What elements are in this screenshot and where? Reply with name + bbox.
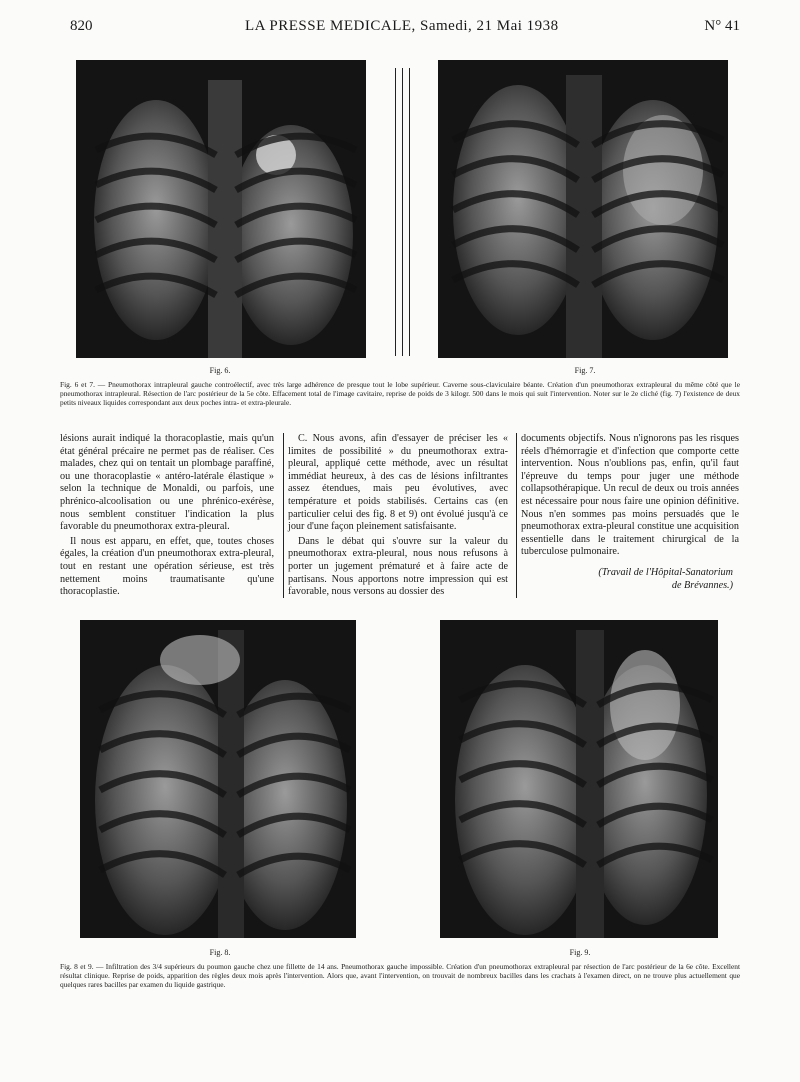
caption-figures-8-9: Fig. 8 et 9. — Infiltration des 3/4 supérieurs du poumon gauche chez une fillette de 14 ans. Pneumothorax gauche impossible. Création d'un pneumothorax extrapleural par résection de l'arc postérieur de la 6e côte. Excellent résultat clinique. Reprise de poids, apparition des règles deux mois après l'intervention. Alors que, avant l'intervention, on trouvait de nombreux bacilles dans les crachats à l'examen direct, on ne trouve plus actuellement que quelques rares bacilles par examen du liquide gastrique.: [60, 962, 740, 989]
text-column-1: [60, 433, 274, 601]
column-rule: [283, 433, 284, 598]
column-rule: [395, 68, 396, 356]
figure-7-label: Fig. 7.: [574, 366, 596, 375]
column-rule: [516, 433, 517, 598]
issue-number: N° 41: [704, 18, 740, 34]
paragraph: lésions aurait indiqué la thoracoplastie, mais qu'un état général précaire ne permet pas de réaliser. Ces malades, chez qui on tentait un plombage paraffiné, ou une thoracoplastie « antéro-latérale élastique » selon la technique de Monaldi, ou parfois, une phrénico-alcoolisation ou une phrénico-exérèse, nous semblent constituer l'indication la plus favorable du pneumothorax extra-pleural.: [60, 433, 274, 533]
signature: [521, 567, 739, 592]
caption-figures-6-7: Fig. 6 et 7. — Pneumothorax intrapleural gauche controélectif, avec très large adhérence de presque tout le lobe supérieur. Caverne sous-claviculaire béante. Création d'un pneumothorax extrapleural du même côté que le pneumothorax intrapleural. Résection de l'arc postérieur de la 5e côte. Effacement total de l'image cavitaire, reprise de poids de 3 kilogr. 500 dans le mois qui suit l'intervention. Noter sur le 2e cliché (fig. 7) l'existence de deux petits niveaux liquides correspondant aux deux poches intra- et extra-pleurale.: [60, 380, 740, 407]
paragraph: C. Nous avons, afin d'essayer de préciser les « limites de possibilité » du pneumothorax extra-pleural, appliqué cette méthode, avec un résultat immédiat heureux, à des cas de lésions infiltrantes assez étendues, mais peu évolutives, avec température et poids stabilisés. Certains cas (en particulier celui des fig. 8 et 9) ont évolué jusqu'à ce jour d'une façon pleinement satisfaisante.: [288, 433, 508, 533]
column-rule: [402, 68, 403, 356]
figure-8-label: Fig. 8.: [209, 948, 231, 957]
xray-figure-9: [440, 620, 718, 938]
text-column-2: [288, 433, 508, 601]
xray-figure-8: [80, 620, 356, 938]
figure-9-label: Fig. 9.: [569, 948, 591, 957]
figure-6-label: Fig. 6.: [209, 366, 231, 375]
signature-line-1: (Travail de l'Hôpital-Sanatorium: [598, 566, 733, 578]
paragraph: Dans le débat qui s'ouvre sur la valeur du pneumothorax extra-pleural, nous nous refusons à porter un jugement prématuré et à faire acte de partisans. Nous apportons notre impression qui est favorable, nous versons au dossier des: [288, 535, 508, 598]
journal-title: LA PRESSE MEDICALE, Samedi, 21 Mai 1938: [245, 18, 559, 34]
xray-figure-6: [76, 60, 366, 358]
text-column-3: [521, 433, 739, 594]
page-number: 820: [70, 18, 93, 34]
page-header: [60, 18, 740, 40]
xray-figure-7: [438, 60, 728, 358]
paragraph: documents objectifs. Nous n'ignorons pas les risques réels d'hémorragie et d'infection que comporte cette intervention. Nous n'oublions pas, enfin, qu'il faut l'épreuve du temps pour juger une méthode collapsothérapique. Un recul de deux ou trois années est nécessaire pour nous faire une opinion définitive. Nous n'en sommes pas moins persuadés que le pneumothorax extra-pleural constitue une acquisition essentielle dans le traitement chirurgical de la tuberculose pulmonaire.: [521, 433, 739, 558]
signature-line-2: de Brévannes.): [671, 579, 733, 591]
paragraph: Il nous est apparu, en effet, que, toutes choses égales, la création d'un pneumothorax extra-pleural, tout en restant une opération sérieuse, est très nettement moins traumatisante qu'une thoracoplastie.: [60, 535, 274, 598]
column-rule: [409, 68, 410, 356]
